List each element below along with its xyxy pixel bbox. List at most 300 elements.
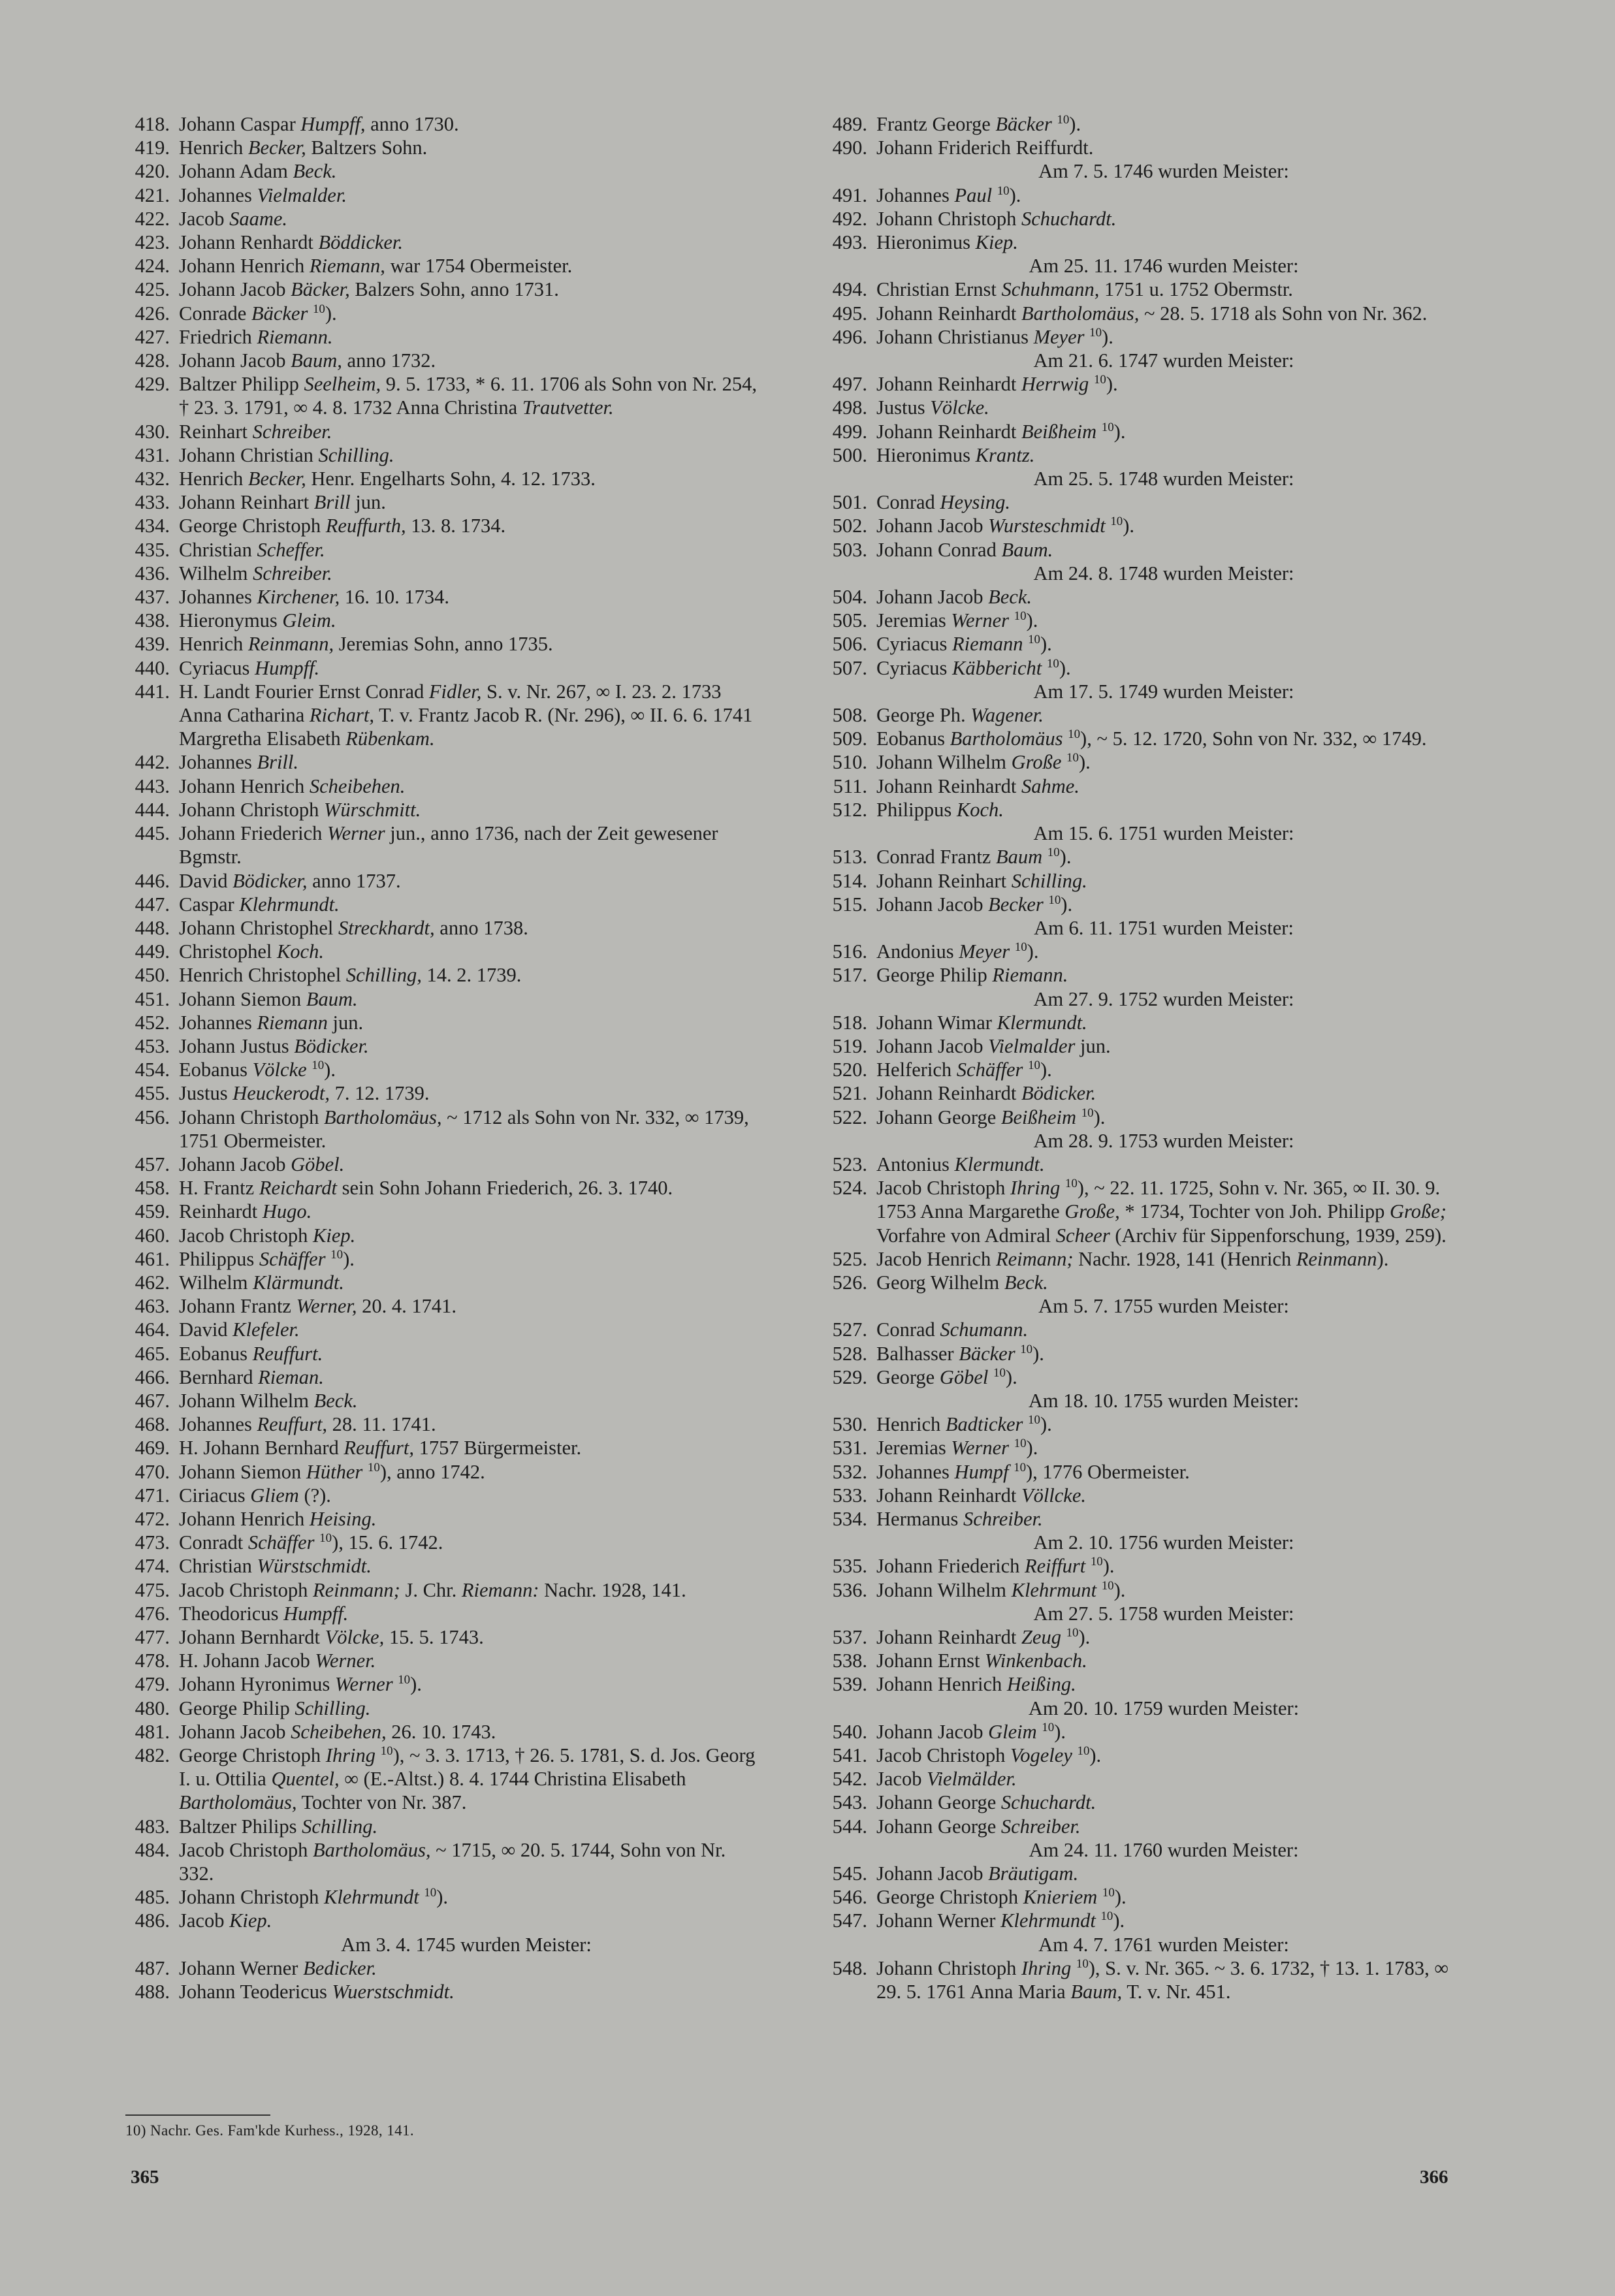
entry-text: Johannes Kirchener, 16. 10. 1734. [179, 586, 449, 609]
entry-text: Wilhelm Klärmundt. [179, 1271, 344, 1294]
list-item [110, 632, 763, 656]
entry-text: Johannes Vielmalder. [179, 183, 347, 206]
entry-number: 537. [832, 1626, 867, 1648]
section-heading: Am 24. 8. 1748 wurden Meister: [1033, 562, 1294, 584]
entry-number: 444. [135, 798, 170, 821]
entry-text: Wilhelm Schreiber. [179, 562, 332, 584]
entry-number: 541. [832, 1744, 867, 1767]
entry-text: Johann Teodericus Wuerstschmidt. [179, 1981, 455, 2003]
list-item [110, 1318, 763, 1341]
entry-number: 483. [135, 1815, 170, 1838]
list-item [110, 609, 763, 632]
entry-number: 440. [135, 656, 170, 679]
entry-number: 480. [135, 1697, 170, 1719]
list-item [110, 325, 763, 349]
list-item [110, 1436, 763, 1459]
entry-text: Johann Jacob Scheibehen, 26. 10. 1743. [179, 1720, 496, 1743]
list-item [110, 1176, 763, 1200]
list-item [110, 585, 763, 609]
entry-number: 492. [832, 207, 867, 230]
entry-number: 500. [832, 443, 867, 466]
entry-number: 494. [832, 278, 867, 301]
entry-number: 507. [832, 656, 867, 679]
entry-number: 519. [832, 1034, 867, 1057]
entry-number: 452. [135, 1011, 170, 1034]
list-item [807, 1011, 1460, 1034]
entry-text: Johann Jacob Gleim $^{10}$). [876, 1720, 1066, 1743]
entry-text: Johannes Riemann jun. [179, 1011, 364, 1034]
entry-text: Johann Siemon Baum. [179, 987, 358, 1010]
entry-text: Johann Christianus Meyer $^{10}$). [876, 325, 1113, 348]
entry-text: Christian Würstschmidt. [179, 1555, 372, 1578]
entry-number: 458. [135, 1177, 170, 1200]
entry-text: Henrich Christophel Schilling, 14. 2. 1739. [179, 964, 522, 987]
list-item [110, 1625, 763, 1649]
list-item [807, 490, 1460, 514]
entry-text: Conrad Frantz Baum $^{10}$). [876, 846, 1072, 869]
list-item [110, 372, 763, 419]
section-heading: Am 20. 10. 1759 wurden Meister: [1028, 1697, 1300, 1719]
entry-number: 457. [135, 1153, 170, 1175]
list-item [807, 183, 1460, 207]
entry-text: Jacob Henrich Reimann; Nachr. 1928, 141 (Henrich Reinmann). [876, 1247, 1389, 1270]
entry-number: 508. [832, 704, 867, 727]
list-item [807, 1365, 1460, 1389]
entry-text: Johannes Paul $^{10}$). [876, 183, 1021, 206]
list-item [110, 1342, 763, 1365]
entry-number: 511. [833, 774, 867, 797]
entry-text: Caspar Klehrmundt. [179, 893, 340, 916]
entry-number: 491. [832, 183, 867, 206]
list-item [110, 1389, 763, 1412]
list-item [110, 940, 763, 963]
list-item [807, 1081, 1460, 1105]
entry-number: 497. [832, 373, 867, 396]
entry-number: 461. [135, 1247, 170, 1270]
entry-text: Jacob Saame. [179, 207, 288, 230]
list-item [110, 1720, 763, 1744]
list-item [807, 632, 1460, 656]
entry-number: 467. [135, 1389, 170, 1412]
entry-number: 464. [135, 1318, 170, 1341]
entry-number: 456. [135, 1106, 170, 1128]
list-item [807, 656, 1460, 680]
list-item [110, 1365, 763, 1389]
entry-text: Johann Adam Beck. [179, 160, 337, 183]
entry-text: Johann Conrad Baum. [876, 538, 1053, 561]
section-heading: Am 15. 6. 1751 wurden Meister: [1033, 822, 1294, 845]
entry-number: 528. [832, 1342, 867, 1365]
list-item [807, 1034, 1460, 1058]
list-item [110, 1578, 763, 1602]
entry-text: Frantz George Bäcker $^{10}$). [876, 112, 1081, 135]
entry-text: Johann Werner Bedicker. [179, 1956, 377, 1979]
entry-number: 533. [832, 1484, 867, 1507]
list-item [807, 372, 1460, 396]
entry-number: 451. [135, 987, 170, 1010]
list-item [110, 1815, 763, 1838]
entry-number: 427. [135, 325, 170, 348]
list-item [110, 159, 763, 183]
entry-text: Johann Jacob Bäcker, Balzers Sohn, anno 1731. [179, 278, 559, 301]
entry-number: 453. [135, 1034, 170, 1057]
entry-number: 436. [135, 562, 170, 584]
entry-text: Johann Reinhardt Sahme. [876, 774, 1079, 797]
entry-text: Hieronimus Kiep. [876, 231, 1018, 254]
entry-text: Georg Wilhelm Beck. [876, 1271, 1048, 1294]
entry-text: H. Johann Jacob Werner. [179, 1650, 376, 1672]
entry-number: 473. [135, 1531, 170, 1554]
entry-number: 474. [135, 1555, 170, 1578]
entry-number: 503. [832, 538, 867, 561]
page-number-right: 366 [1420, 2167, 1448, 2188]
entry-number: 465. [135, 1342, 170, 1365]
entry-number: 532. [832, 1460, 867, 1483]
entry-number: 475. [135, 1578, 170, 1601]
entry-number: 423. [135, 231, 170, 254]
entry-number: 443. [135, 774, 170, 797]
section-heading: Am 28. 9. 1753 wurden Meister: [1033, 1129, 1294, 1152]
list-item [807, 1791, 1460, 1814]
list-item [110, 231, 763, 254]
list-item [110, 1081, 763, 1105]
entry-text: Friedrich Riemann. [179, 325, 333, 348]
entry-text: Johann Christoph Klehrmundt $^{10}$). [179, 1886, 449, 1909]
list-item [110, 774, 763, 798]
list-item [807, 325, 1460, 349]
list-item [807, 750, 1460, 774]
list-item [110, 1058, 763, 1081]
entry-text: Johann Henrich Scheibehen. [179, 774, 406, 797]
entry-text: David Klefeler. [179, 1318, 300, 1341]
entry-number: 438. [135, 609, 170, 632]
entry-number: 446. [135, 869, 170, 892]
list-item [807, 963, 1460, 987]
list-item [807, 585, 1460, 609]
entry-number: 425. [135, 278, 170, 301]
list-item [807, 609, 1460, 632]
list-item [110, 349, 763, 372]
entry-text: George Christoph Reuffurth, 13. 8. 1734. [179, 515, 506, 537]
entry-text: Johann George Schuchardt. [876, 1791, 1096, 1814]
list-item [110, 1838, 763, 1885]
section-heading: Am 27. 5. 1758 wurden Meister: [1033, 1602, 1294, 1625]
list-item [807, 1460, 1460, 1484]
entry-number: 548. [832, 1956, 867, 1979]
entry-text: Johann Bernhardt Völcke, 15. 5. 1743. [179, 1626, 484, 1648]
entry-number: 510. [832, 751, 867, 774]
list-item [807, 1342, 1460, 1365]
entry-text: Johann Henrich Heißing. [876, 1673, 1076, 1696]
entry-number: 428. [135, 349, 170, 372]
footnote-rule [125, 2114, 270, 2116]
entry-text: Jacob Christoph Vogeley $^{10}$). [876, 1744, 1102, 1767]
entry-text: Johann Reinhardt Bödicker. [876, 1082, 1096, 1105]
entry-text: Johann Wilhelm Beck. [179, 1389, 358, 1412]
entry-text: Conradt Schäffer $^{10}$), 15. 6. 1742. [179, 1531, 443, 1554]
entry-text: Johann Christoph Bartholomäus, ~ 1712 als Sohn von Nr. 332, ∞ 1739, 1751 Obermeister. [179, 1106, 749, 1152]
list-item [110, 656, 763, 680]
list-item [807, 893, 1460, 916]
list-item [110, 1224, 763, 1247]
list-item [110, 1460, 763, 1484]
entry-number: 506. [832, 633, 867, 656]
entry-number: 521. [832, 1082, 867, 1105]
list-item [110, 1649, 763, 1672]
entry-text: Cyriacus Käbbericht $^{10}$). [876, 656, 1071, 679]
list-item [807, 1720, 1460, 1744]
list-item [110, 514, 763, 537]
entry-text: Eobanus Bartholomäus $^{10}$), ~ 5. 12. 1720, Sohn von Nr. 332, ∞ 1749. [876, 727, 1427, 750]
list-item [110, 420, 763, 443]
entry-number: 432. [135, 468, 170, 490]
entry-text: Balhasser Bäcker $^{10}$). [876, 1342, 1044, 1365]
list-item [807, 396, 1460, 419]
entry-text: Johann Reinhardt Zeug $^{10}$). [876, 1625, 1091, 1648]
entry-number: 525. [832, 1247, 867, 1270]
list-item [807, 278, 1460, 301]
section-heading: Am 4. 7. 1761 wurden Meister: [1038, 1933, 1289, 1956]
list-item [807, 1412, 1460, 1436]
list-item [110, 183, 763, 207]
entry-number: 513. [832, 846, 867, 869]
entry-number: 466. [135, 1365, 170, 1388]
section-heading: Am 3. 4. 1745 wurden Meister: [341, 1933, 592, 1956]
entry-text: Johann Christoph Schuchardt. [876, 207, 1117, 230]
entry-text: Jeremias Werner $^{10}$). [876, 609, 1038, 632]
entry-text: Johann Reinhart Schilling. [876, 869, 1087, 892]
list-item [807, 727, 1460, 750]
entry-number: 420. [135, 160, 170, 183]
list-item [110, 798, 763, 821]
entry-text: Johann Jacob Beck. [876, 586, 1032, 609]
entry-number: 496. [832, 325, 867, 348]
entry-text: Cyriacus Humpff. [179, 656, 320, 679]
list-item [110, 1554, 763, 1578]
entry-text: David Bödicker, anno 1737. [179, 869, 401, 892]
entry-text: Jacob Vielmälder. [876, 1768, 1017, 1791]
entry-text: Christian Scheffer. [179, 538, 325, 561]
entry-text: Baltzer Philipp Seelheim, 9. 5. 1733, * 6. 11. 1706 als Sohn von Nr. 254, † 23. 3. 1791, ∞ 4. 8. 1732 Anna Christina Trautvetter. [179, 373, 758, 419]
entry-number: 514. [832, 869, 867, 892]
entry-text: Henrich Becker, Henr. Engelharts Sohn, 4. 12. 1733. [179, 468, 596, 490]
entry-text: Conrade Bäcker $^{10}$). [179, 302, 337, 325]
entry-number: 526. [832, 1271, 867, 1294]
entry-text: Bernhard Rieman. [179, 1365, 324, 1388]
entry-text: Henrich Becker, Baltzers Sohn. [179, 136, 428, 159]
list-item [807, 1578, 1460, 1602]
list-item [110, 1484, 763, 1507]
entry-text: Johann George Schreiber. [876, 1815, 1081, 1838]
entry-text: Johann Hyronimus Werner $^{10}$). [179, 1673, 422, 1696]
entry-text: Johann Reinhardt Bartholomäus, ~ 28. 5. 1718 als Sohn von Nr. 362. [876, 302, 1428, 325]
entry-number: 484. [135, 1838, 170, 1861]
entry-number: 437. [135, 586, 170, 609]
entry-number: 545. [832, 1862, 867, 1885]
entry-text: Johannes Reuffurt, 28. 11. 1741. [179, 1413, 436, 1436]
entry-number: 468. [135, 1413, 170, 1436]
section-heading: Am 17. 5. 1749 wurden Meister: [1033, 680, 1294, 703]
entry-number: 509. [832, 727, 867, 750]
entry-number: 530. [832, 1413, 867, 1436]
list-item [110, 207, 763, 231]
entry-number: 447. [135, 893, 170, 916]
entry-number: 433. [135, 491, 170, 514]
list-item [110, 1885, 763, 1909]
entry-text: Conrad Heysing. [876, 491, 1010, 514]
entry-text: Christian Ernst Schuhmann, 1751 u. 1752 Obermstr. [876, 278, 1293, 301]
entry-number: 476. [135, 1602, 170, 1625]
entry-text: Johann Jacob Bräutigam. [876, 1862, 1079, 1885]
entry-number: 472. [135, 1507, 170, 1530]
entry-number: 418. [135, 113, 170, 135]
entry-text: Johann Jacob Vielmalder jun. [876, 1034, 1111, 1057]
list-item [807, 420, 1460, 443]
entry-text: Jacob Christoph Reinmann; J. Chr. Riemann: Nachr. 1928, 141. [179, 1578, 686, 1601]
list-item [110, 1980, 763, 2003]
list-item [807, 1247, 1460, 1271]
list-item [807, 1271, 1460, 1294]
entry-number: 421. [135, 183, 170, 206]
entry-number: 512. [832, 798, 867, 821]
entry-text: Johann Christoph Würschmitt. [179, 798, 421, 821]
list-item [807, 845, 1460, 869]
list-item [110, 1697, 763, 1720]
entry-text: Johann Jacob Baum, anno 1732. [179, 349, 436, 372]
entry-number: 524. [832, 1177, 867, 1200]
entry-number: 469. [135, 1437, 170, 1459]
list-item [110, 1034, 763, 1058]
entry-number: 471. [135, 1484, 170, 1507]
list-item [110, 467, 763, 490]
entry-number: 501. [832, 491, 867, 514]
page-number-left: 365 [131, 2167, 159, 2188]
list-item [807, 302, 1460, 325]
list-item [807, 514, 1460, 537]
list-item [807, 774, 1460, 798]
entry-text: Johann Wilhelm Klehrmunt $^{10}$). [876, 1578, 1126, 1601]
entry-text: Justus Völcke. [876, 396, 989, 419]
entry-text: Justus Heuckerodt, 7. 12. 1739. [179, 1082, 430, 1105]
list-item [110, 1507, 763, 1531]
entry-number: 540. [832, 1720, 867, 1743]
entry-number: 426. [135, 302, 170, 325]
list-item [110, 1412, 763, 1436]
list-item [807, 1815, 1460, 1838]
entry-number: 499. [832, 420, 867, 443]
entry-number: 419. [135, 136, 170, 159]
list-item [110, 821, 763, 869]
entry-text: H. Johann Bernhard Reuffurt, 1757 Bürgermeister. [179, 1437, 582, 1459]
entry-text: Jacob Kiep. [179, 1909, 272, 1932]
list-item [807, 798, 1460, 821]
entry-text: Johann Christian Schilling. [179, 443, 394, 466]
entry-number: 445. [135, 822, 170, 845]
list-item [807, 1507, 1460, 1531]
entry-number: 482. [135, 1744, 170, 1767]
entry-number: 542. [832, 1768, 867, 1791]
entry-number: 449. [135, 940, 170, 963]
entry-text: Johann Friederich Werner jun., anno 1736, nach der Zeit gewesener Bgmstr. [179, 822, 718, 869]
entry-number: 460. [135, 1224, 170, 1247]
list-item [110, 443, 763, 467]
entry-text: Antonius Klermundt. [876, 1153, 1045, 1175]
entry-number: 493. [832, 231, 867, 254]
list-item [807, 443, 1460, 467]
entry-text: Johann Reinhart Brill jun. [179, 491, 386, 514]
entry-number: 485. [135, 1886, 170, 1909]
entry-text: Johann Frantz Werner, 20. 4. 1741. [179, 1295, 456, 1318]
entry-text: H. Landt Fourier Ernst Conrad Fidler, S. v. Nr. 267, ∞ I. 23. 2. 1733 Anna Catharina Richart, T. v. Frantz Jacob R. (Nr. 296), ∞ II. 6. 6. 1741 Margretha Elisabeth Rübenkam. [179, 680, 753, 750]
entry-number: 536. [832, 1578, 867, 1601]
list-item [807, 1153, 1460, 1176]
list-item [807, 1672, 1460, 1696]
list-item [110, 562, 763, 585]
list-item [110, 1531, 763, 1554]
entry-number: 439. [135, 633, 170, 656]
entry-text: George Christoph Knieriem $^{10}$). [876, 1886, 1127, 1909]
entry-text: Conrad Schumann. [876, 1318, 1029, 1341]
entry-number: 498. [832, 396, 867, 419]
entry-text: Hieronymus Gleim. [179, 609, 336, 632]
entry-text: Reinhart Schreiber. [179, 420, 332, 443]
entry-number: 430. [135, 420, 170, 443]
list-item [807, 1554, 1460, 1578]
entry-number: 431. [135, 443, 170, 466]
entry-number: 488. [135, 1981, 170, 2003]
entry-number: 517. [832, 964, 867, 987]
list-item [110, 750, 763, 774]
list-item [110, 1153, 763, 1176]
entry-text: Theodoricus Humpff. [179, 1602, 349, 1625]
entry-number: 448. [135, 916, 170, 939]
list-item [110, 1200, 763, 1223]
list-item [807, 1318, 1460, 1341]
entry-number: 504. [832, 586, 867, 609]
section-heading: Am 25. 5. 1748 wurden Meister: [1033, 468, 1294, 490]
entry-text: Eobanus Völcke $^{10}$). [179, 1058, 336, 1081]
entry-number: 429. [135, 373, 170, 396]
list-item [110, 869, 763, 893]
entry-text: Johann Ernst Winkenbach. [876, 1650, 1087, 1672]
list-item [807, 1176, 1460, 1247]
list-item [110, 1271, 763, 1294]
entry-number: 547. [832, 1909, 867, 1932]
entry-number: 479. [135, 1673, 170, 1696]
list-item [110, 136, 763, 159]
entry-text: Eobanus Reuffurt. [179, 1342, 323, 1365]
entry-text: Johann Henrich Heising. [179, 1507, 377, 1530]
entry-text: Johann Caspar Humpff, anno 1730. [179, 113, 459, 135]
right-column [807, 112, 1460, 2003]
entry-text: H. Frantz Reichardt sein Sohn Johann Friederich, 26. 3. 1740. [179, 1177, 673, 1200]
entry-text: Helferich Schäffer $^{10}$). [876, 1058, 1052, 1081]
entry-number: 505. [832, 609, 867, 632]
entry-text: Jeremias Werner $^{10}$). [876, 1437, 1038, 1459]
section-heading: Am 7. 5. 1746 wurden Meister: [1038, 160, 1289, 183]
entry-text: Johann Siemon Hüther $^{10}$), anno 1742. [179, 1460, 485, 1483]
entry-text: Philippus Schäffer $^{10}$). [179, 1247, 355, 1270]
entry-number: 527. [832, 1318, 867, 1341]
entry-number: 535. [832, 1555, 867, 1578]
entry-text: Jacob Christoph Ihring $^{10}$), ~ 22. 11. 1725, Sohn v. Nr. 365, ∞ II. 30. 9. 1753 Anna Margarethe Große, * 1734, Tochter von Joh. Philipp Große; Vorfahre von Admiral Scheer (Archiv für Sippenforschung, 1939, 259). [876, 1176, 1447, 1247]
entry-text: Johann Wimar Klermundt. [876, 1011, 1087, 1034]
entry-number: 435. [135, 538, 170, 561]
entry-number: 477. [135, 1626, 170, 1648]
list-item [110, 1744, 763, 1815]
list-item [807, 1862, 1460, 1885]
list-item [807, 1767, 1460, 1791]
